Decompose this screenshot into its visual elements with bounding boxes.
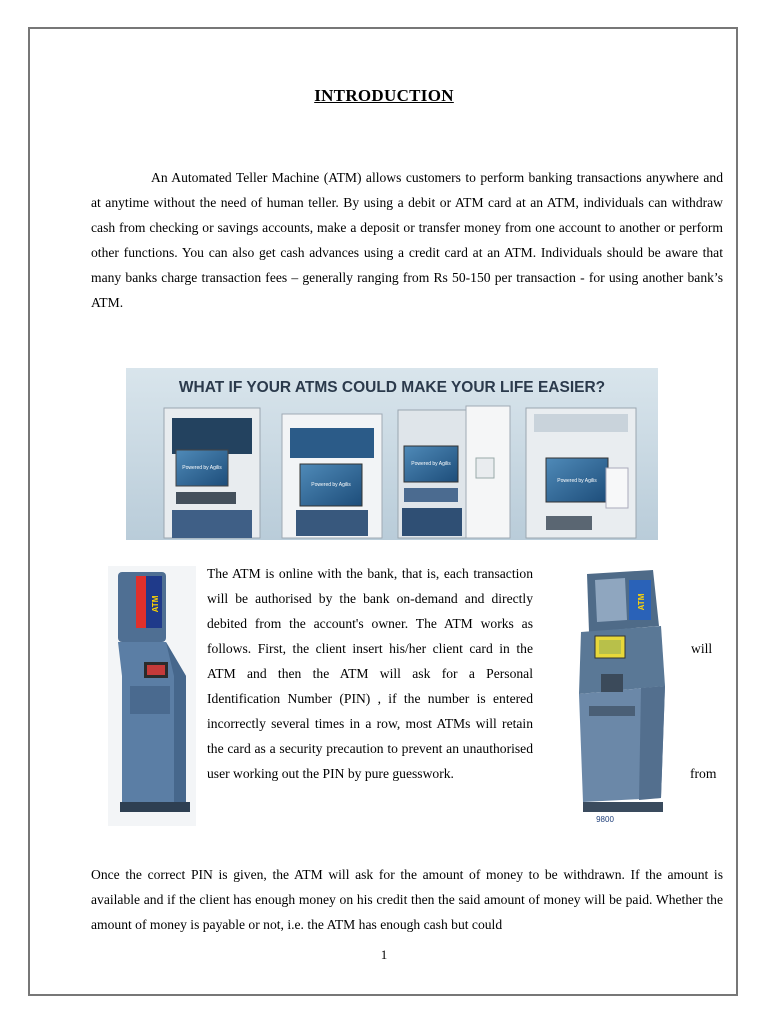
side-word-will: will: [691, 641, 713, 656]
banner-atm-3: [398, 406, 510, 538]
svg-text:Powered by Agilis: Powered by Agilis: [411, 461, 451, 467]
page-number: 1: [380, 947, 388, 962]
middle-paragraph: The ATM is online with the bank, that is, each transaction will be authorised by the bank on-demand and directly debited from the account's owner. The ATM works as follows. First, the client insert his/her client card in the ATM and then the ATM will ask for a Personal Identification Number (PIN) , if the number is entered incorrectly several times in a row, most ATMs will retain the card as a security precaution to prevent an unauthorised user working out the PIN by pure guesswork.: [207, 566, 533, 781]
bottom-paragraph: Once the correct PIN is given, the ATM will ask for the amount of money to be withdrawn. If the amount is available and if the client has enough money on his credit then the said amount of money will be paid. Whether the amount of money is payable or not, i.e. the ATM has enough cash but could: [91, 867, 723, 932]
atm-right-model: 9800: [596, 815, 614, 824]
side-word-from: from: [690, 766, 717, 781]
svg-text:Powered by Agilis: Powered by Agilis: [557, 478, 597, 484]
atm-banner-image: [126, 368, 658, 540]
banner-atm-4: [526, 408, 636, 538]
atm-left-image: [108, 566, 196, 826]
banner-headline: WHAT IF YOUR ATMS COULD MAKE YOUR LIFE EASIER?: [178, 379, 606, 396]
svg-text:Powered by Agilis: Powered by Agilis: [311, 482, 351, 488]
atm-left-brand: ATM: [151, 595, 160, 613]
banner-atm-1: [164, 408, 260, 538]
page-title: INTRODUCTION: [314, 86, 454, 105]
banner-screen-text: Powered by Agilis: [182, 465, 222, 471]
atm-right-image: [545, 566, 680, 842]
intro-paragraph: An Automated Teller Machine (ATM) allows customers to perform banking transactions anywhere and at anytime without the need of human teller. By using a debit or ATM card at an ATM, individuals can withdraw cash from checking or savings accounts, make a deposit or transfer money from one account to another or perform other functions. You can also get cash advances using a credit card at an ATM. Individuals should be aware that many banks charge transaction fees – generally ranging from Rs 50-150 per transaction - for using another bank’s ATM.: [91, 170, 723, 310]
atm-right-brand: ATM: [637, 593, 646, 611]
banner-atm-2: [282, 414, 382, 538]
